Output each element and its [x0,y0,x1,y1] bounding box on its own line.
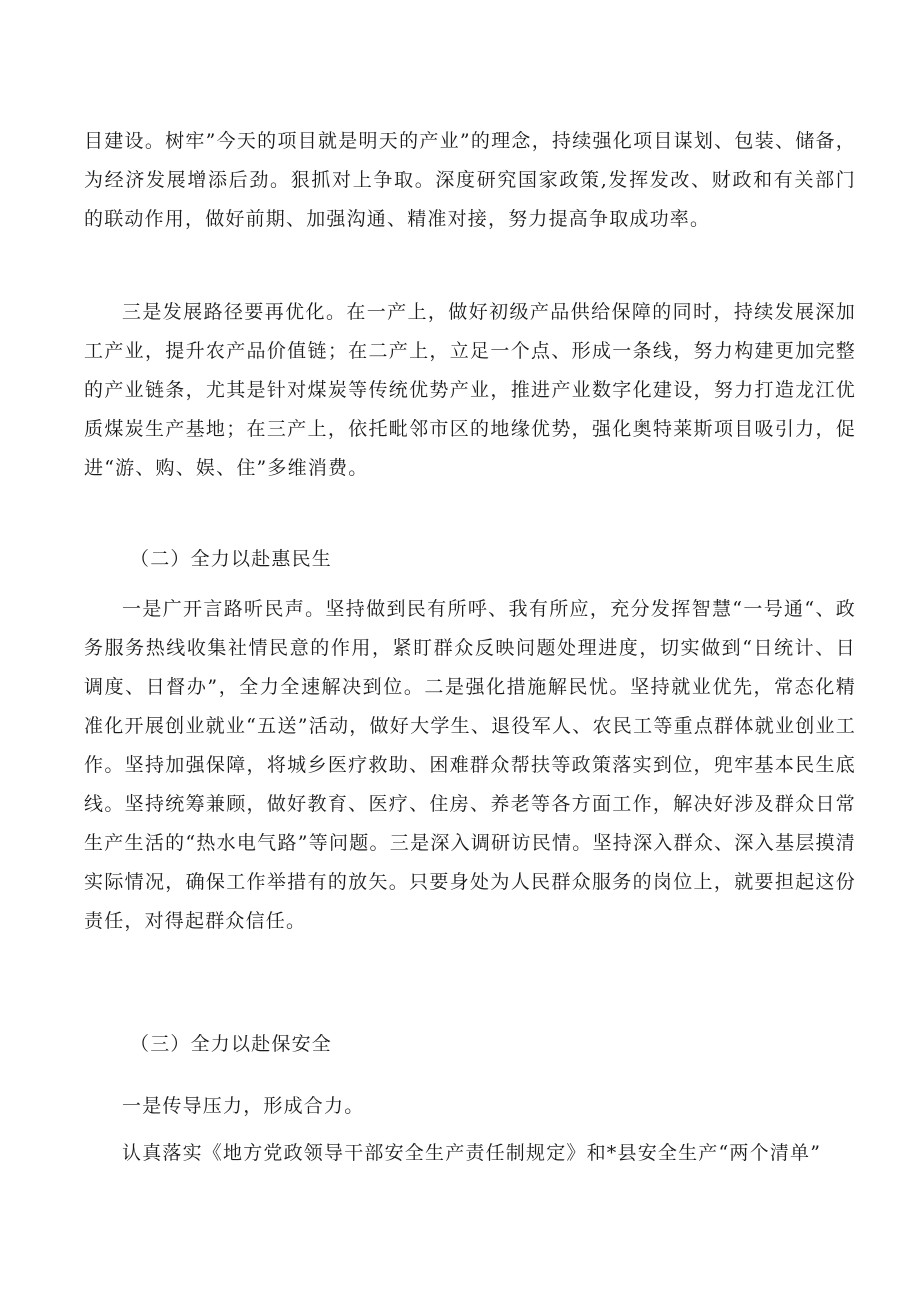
paragraph-livelihood: 一是广开言路听民声。坚持做到民有所呼、我有所应，充分发挥智慧“一号通“、政务服务热线收集社情民意的作用，紧盯群众反映问题处理进度，切实做到“日统计、日调度、日督办”，全力全速解决到位。二是强化措施解民忧。坚持就业优先，常态化精准化开展创业就业“五送”活动，做好大学生、退役军人、农民工等重点群体就业创业工作。坚持加强保障，将城乡医疗救助、困难群众帮扶等政策落实到位，兜牢基本民生底线。坚持统筹兼顾，做好教育、医疗、住房、养老等各方面工作，解决好涉及群众日常生产生活的“热水电气路”等问题。三是深入调研访民情。坚持深入群众、深入基层摸清实际情况，确保工作举措有的放矢。只要身处为人民群众服务的岗位上，就要担起这份责任，对得起群众信任。 [84,598,856,932]
paragraph-responsibility: 认真落实《地方党政领导干部安全生产责任制规定》和*县安全生产“两个清单” [122,1142,822,1164]
heading-livelihood: （二）全力以赴惠民生 [130,548,333,570]
paragraph-pressure: 一是传导压力，形成合力。 [122,1095,365,1117]
paragraph-development-path: 三是发展路径要再优化。在一产上，做好初级产品供给保障的同时，持续发展深加工产业，提升农产品价值链；在二产上，立足一个点、形成一条线，努力构建更加完整的产业链条，尤其是针对煤炭等传统优势产业，推进产业数字化建设，努力打造龙江优质煤炭生产基地；在三产上，依托毗邻市区的地缘优势，强化奥特莱斯项目吸引力，促进“游、购、娱、住”多维消费。 [84,301,856,479]
heading-safety: （三）全力以赴保安全 [130,1033,333,1055]
paragraph-project-construction: 目建设。树牢”今天的项目就是明天的产业”的理念，持续强化项目谋划、包装、储备，为经济发展增添后劲。狠抓对上争取。深度研究国家政策,发挥发改、财政和有关部门的联动作用，做好前期、加强沟通、精准对接，努力提高争取成功率。 [84,130,856,230]
